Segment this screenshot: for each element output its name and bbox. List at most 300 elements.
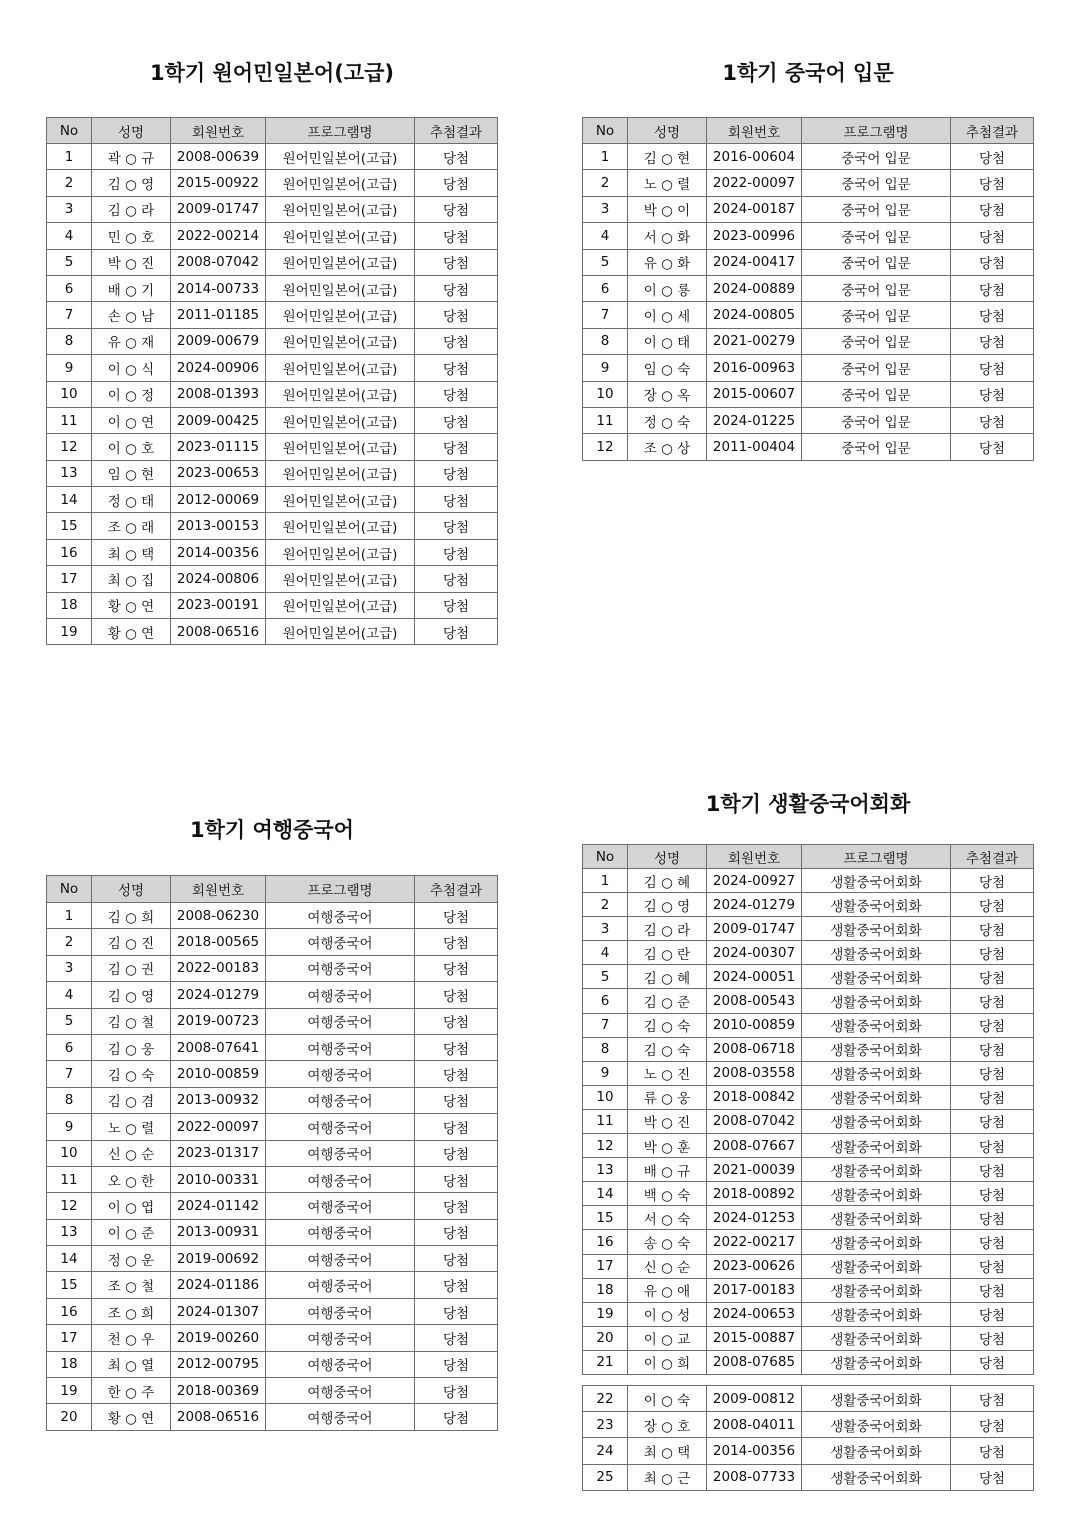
cell-member-id: 2013-00153 xyxy=(171,513,266,539)
cell-result: 당첨 xyxy=(415,328,498,354)
cell-program: 원어민일본어(고급) xyxy=(266,407,415,433)
cell-program: 원어민일본어(고급) xyxy=(266,539,415,565)
cell-name: 배 ○ 규 xyxy=(628,1158,707,1182)
cell-program: 원어민일본어(고급) xyxy=(266,196,415,222)
cell-member-id: 2024-00187 xyxy=(707,196,802,222)
cell-name: 조 ○ 상 xyxy=(628,434,707,460)
cell-program: 생활중국어회화 xyxy=(802,1109,951,1133)
cell-result: 당첨 xyxy=(951,1412,1034,1438)
cell-no: 3 xyxy=(583,917,628,941)
cell-program: 중국어 입문 xyxy=(802,355,951,381)
cell-name: 김 ○ 라 xyxy=(92,196,171,222)
cell-result: 당첨 xyxy=(951,1037,1034,1061)
column-header-no: No xyxy=(47,876,92,903)
table-row xyxy=(47,1272,498,1298)
cell-name: 오 ○ 한 xyxy=(92,1166,171,1192)
cell-result: 당첨 xyxy=(415,513,498,539)
cell-program: 생활중국어회화 xyxy=(802,1013,951,1037)
cell-member-id: 2016-00963 xyxy=(707,355,802,381)
table-row xyxy=(47,249,498,275)
column-header-member-id: 회원번호 xyxy=(707,118,802,144)
table-row xyxy=(583,407,1034,433)
cell-no: 15 xyxy=(47,1272,92,1298)
cell-program: 여행중국어 xyxy=(266,1114,415,1140)
cell-member-id: 2023-00996 xyxy=(707,223,802,249)
table-row xyxy=(47,1246,498,1272)
column-header-name: 성명 xyxy=(92,118,171,144)
table-row xyxy=(583,1464,1034,1490)
cell-no: 16 xyxy=(47,539,92,565)
cell-member-id: 2008-06516 xyxy=(171,1404,266,1430)
cell-result: 당첨 xyxy=(415,144,498,170)
cell-no: 12 xyxy=(47,1193,92,1219)
cell-no: 6 xyxy=(583,989,628,1013)
table-row xyxy=(583,1013,1034,1037)
table-row xyxy=(47,1061,498,1087)
cell-no: 2 xyxy=(47,170,92,196)
cell-program: 여행중국어 xyxy=(266,955,415,981)
cell-member-id: 2008-07042 xyxy=(171,249,266,275)
cell-name: 박 ○ 훈 xyxy=(628,1134,707,1158)
cell-program: 여행중국어 xyxy=(266,1087,415,1113)
table-row xyxy=(583,223,1034,249)
cell-program: 원어민일본어(고급) xyxy=(266,460,415,486)
table-row xyxy=(47,170,498,196)
cell-program: 생활중국어회화 xyxy=(802,1206,951,1230)
cell-result: 당첨 xyxy=(951,1438,1034,1464)
table-row xyxy=(47,328,498,354)
table-row xyxy=(47,302,498,328)
cell-program: 여행중국어 xyxy=(266,1351,415,1377)
cell-no: 2 xyxy=(583,893,628,917)
table-row xyxy=(47,955,498,981)
cell-no: 3 xyxy=(47,196,92,222)
cell-result: 당첨 xyxy=(415,955,498,981)
table-row xyxy=(47,982,498,1008)
cell-name: 조 ○ 래 xyxy=(92,513,171,539)
cell-program: 여행중국어 xyxy=(266,1325,415,1351)
cell-member-id: 2010-00859 xyxy=(171,1061,266,1087)
table-row xyxy=(583,1386,1034,1412)
cell-member-id: 2014-00733 xyxy=(171,275,266,301)
cell-program: 생활중국어회화 xyxy=(802,1037,951,1061)
table-row xyxy=(583,989,1034,1013)
cell-no: 17 xyxy=(583,1254,628,1278)
cell-no: 10 xyxy=(583,1085,628,1109)
cell-name: 김 ○ 준 xyxy=(628,989,707,1013)
cell-result: 당첨 xyxy=(415,355,498,381)
cell-result: 당첨 xyxy=(415,903,498,929)
cell-program: 여행중국어 xyxy=(266,1404,415,1430)
cell-program: 원어민일본어(고급) xyxy=(266,223,415,249)
cell-no: 19 xyxy=(47,619,92,645)
cell-result: 당첨 xyxy=(951,1254,1034,1278)
table-row xyxy=(47,381,498,407)
table-header-row xyxy=(47,876,498,903)
cell-result: 당첨 xyxy=(415,539,498,565)
cell-member-id: 2008-07685 xyxy=(707,1350,802,1374)
column-header-name: 성명 xyxy=(628,118,707,144)
cell-member-id: 2024-00307 xyxy=(707,941,802,965)
table-row xyxy=(47,619,498,645)
cell-member-id: 2023-01317 xyxy=(171,1140,266,1166)
cell-no: 18 xyxy=(583,1278,628,1302)
cell-name: 신 ○ 순 xyxy=(92,1140,171,1166)
cell-no: 5 xyxy=(47,1008,92,1034)
cell-name: 김 ○ 숙 xyxy=(92,1061,171,1087)
cell-no: 17 xyxy=(47,566,92,592)
table-row xyxy=(583,1085,1034,1109)
cell-program: 여행중국어 xyxy=(266,1298,415,1324)
cell-program: 생활중국어회화 xyxy=(802,965,951,989)
cell-name: 배 ○ 기 xyxy=(92,275,171,301)
cell-program: 생활중국어회화 xyxy=(802,989,951,1013)
table-row xyxy=(583,1061,1034,1085)
cell-member-id: 2011-01185 xyxy=(171,302,266,328)
table-row xyxy=(47,1298,498,1324)
cell-name: 민 ○ 호 xyxy=(92,223,171,249)
cell-name: 조 ○ 희 xyxy=(92,1298,171,1324)
column-header-program: 프로그램명 xyxy=(266,876,415,903)
cell-member-id: 2008-00543 xyxy=(707,989,802,1013)
cell-result: 당첨 xyxy=(415,460,498,486)
cell-no: 9 xyxy=(583,1061,628,1085)
table-row xyxy=(583,170,1034,196)
cell-name: 조 ○ 철 xyxy=(92,1272,171,1298)
table-row xyxy=(583,302,1034,328)
cell-name: 최 ○ 집 xyxy=(92,566,171,592)
table-row xyxy=(47,487,498,513)
cell-member-id: 2019-00723 xyxy=(171,1008,266,1034)
cell-name: 박 ○ 이 xyxy=(628,196,707,222)
cell-name: 노 ○ 렬 xyxy=(92,1114,171,1140)
table-header-row xyxy=(583,118,1034,144)
cell-result: 당첨 xyxy=(951,381,1034,407)
cell-program: 여행중국어 xyxy=(266,1061,415,1087)
cell-member-id: 2018-00892 xyxy=(707,1182,802,1206)
cell-member-id: 2016-00604 xyxy=(707,144,802,170)
cell-no: 1 xyxy=(47,903,92,929)
cell-name: 장 ○ 옥 xyxy=(628,381,707,407)
table-row xyxy=(583,1230,1034,1254)
cell-name: 장 ○ 호 xyxy=(628,1412,707,1438)
cell-name: 유 ○ 화 xyxy=(628,249,707,275)
cell-member-id: 2024-00051 xyxy=(707,965,802,989)
cell-no: 19 xyxy=(583,1302,628,1326)
cell-member-id: 2015-00607 xyxy=(707,381,802,407)
cell-program: 생활중국어회화 xyxy=(802,1230,951,1254)
cell-program: 중국어 입문 xyxy=(802,407,951,433)
cell-no: 13 xyxy=(47,1219,92,1245)
cell-no: 13 xyxy=(47,460,92,486)
cell-member-id: 2009-00425 xyxy=(171,407,266,433)
table-row xyxy=(583,1254,1034,1278)
cell-no: 9 xyxy=(47,1114,92,1140)
cell-program: 생활중국어회화 xyxy=(802,1134,951,1158)
cell-name: 이 ○ 엽 xyxy=(92,1193,171,1219)
cell-name: 이 ○ 룡 xyxy=(628,275,707,301)
cell-result: 당첨 xyxy=(951,1326,1034,1350)
cell-program: 원어민일본어(고급) xyxy=(266,144,415,170)
table-row xyxy=(583,1109,1034,1133)
cell-result: 당첨 xyxy=(951,1278,1034,1302)
cell-member-id: 2023-00626 xyxy=(707,1254,802,1278)
table-row xyxy=(47,929,498,955)
cell-program: 여행중국어 xyxy=(266,1193,415,1219)
cell-result: 당첨 xyxy=(415,1219,498,1245)
cell-member-id: 2019-00692 xyxy=(171,1246,266,1272)
cell-name: 백 ○ 숙 xyxy=(628,1182,707,1206)
cell-program: 여행중국어 xyxy=(266,1140,415,1166)
cell-result: 당첨 xyxy=(415,302,498,328)
cell-name: 유 ○ 재 xyxy=(92,328,171,354)
cell-no: 8 xyxy=(583,328,628,354)
table-row xyxy=(47,1114,498,1140)
cell-member-id: 2009-00812 xyxy=(707,1386,802,1412)
cell-name: 송 ○ 숙 xyxy=(628,1230,707,1254)
table-row xyxy=(47,513,498,539)
cell-result: 당첨 xyxy=(415,381,498,407)
cell-no: 20 xyxy=(583,1326,628,1350)
cell-no: 22 xyxy=(583,1386,628,1412)
cell-result: 당첨 xyxy=(951,1158,1034,1182)
cell-program: 중국어 입문 xyxy=(802,144,951,170)
cell-no: 16 xyxy=(47,1298,92,1324)
cell-program: 여행중국어 xyxy=(266,1166,415,1192)
cell-result: 당첨 xyxy=(415,275,498,301)
column-header-no: No xyxy=(583,845,628,869)
cell-member-id: 2008-07667 xyxy=(707,1134,802,1158)
table-row xyxy=(583,1134,1034,1158)
cell-name: 곽 ○ 규 xyxy=(92,144,171,170)
cell-result: 당첨 xyxy=(951,893,1034,917)
cell-name: 김 ○ 겸 xyxy=(92,1087,171,1113)
table-row xyxy=(47,144,498,170)
cell-no: 11 xyxy=(583,1109,628,1133)
cell-no: 19 xyxy=(47,1378,92,1404)
cell-no: 12 xyxy=(583,1134,628,1158)
cell-program: 중국어 입문 xyxy=(802,170,951,196)
cell-program: 여행중국어 xyxy=(266,1378,415,1404)
table-row xyxy=(47,1351,498,1377)
table-row xyxy=(47,1034,498,1060)
cell-program: 생활중국어회화 xyxy=(802,917,951,941)
table-row xyxy=(47,223,498,249)
cell-result: 당첨 xyxy=(415,566,498,592)
cell-member-id: 2021-00039 xyxy=(707,1158,802,1182)
cell-result: 당첨 xyxy=(951,196,1034,222)
cell-result: 당첨 xyxy=(951,1350,1034,1374)
cell-result: 당첨 xyxy=(951,302,1034,328)
cell-result: 당첨 xyxy=(415,1404,498,1430)
cell-result: 당첨 xyxy=(415,249,498,275)
cell-no: 13 xyxy=(583,1158,628,1182)
cell-program: 원어민일본어(고급) xyxy=(266,275,415,301)
cell-no: 4 xyxy=(583,941,628,965)
cell-name: 황 ○ 연 xyxy=(92,592,171,618)
cell-no: 5 xyxy=(583,249,628,275)
cell-program: 중국어 입문 xyxy=(802,249,951,275)
cell-program: 중국어 입문 xyxy=(802,196,951,222)
table-row xyxy=(47,539,498,565)
cell-name: 이 ○ 연 xyxy=(92,407,171,433)
cell-name: 김 ○ 영 xyxy=(92,982,171,1008)
table-japanese-advanced xyxy=(46,117,498,645)
cell-result: 당첨 xyxy=(951,1109,1034,1133)
cell-program: 원어민일본어(고급) xyxy=(266,487,415,513)
column-header-result: 추첨결과 xyxy=(951,118,1034,144)
cell-member-id: 2024-00927 xyxy=(707,869,802,893)
cell-program: 생활중국어회화 xyxy=(802,1254,951,1278)
cell-name: 천 ○ 우 xyxy=(92,1325,171,1351)
cell-no: 11 xyxy=(583,407,628,433)
table-row xyxy=(583,1438,1034,1464)
cell-member-id: 2008-01393 xyxy=(171,381,266,407)
cell-program: 생활중국어회화 xyxy=(802,1412,951,1438)
cell-member-id: 2015-00922 xyxy=(171,170,266,196)
cell-result: 당첨 xyxy=(951,1206,1034,1230)
table-row xyxy=(583,1302,1034,1326)
table-daily-chinese-conversation xyxy=(582,844,1034,1375)
cell-result: 당첨 xyxy=(415,1114,498,1140)
cell-name: 김 ○ 란 xyxy=(628,941,707,965)
cell-no: 6 xyxy=(583,275,628,301)
cell-result: 당첨 xyxy=(415,1298,498,1324)
cell-no: 14 xyxy=(47,1246,92,1272)
cell-result: 당첨 xyxy=(415,1351,498,1377)
cell-program: 원어민일본어(고급) xyxy=(266,170,415,196)
cell-program: 생활중국어회화 xyxy=(802,1464,951,1490)
cell-program: 여행중국어 xyxy=(266,1272,415,1298)
cell-name: 박 ○ 진 xyxy=(92,249,171,275)
cell-name: 김 ○ 영 xyxy=(92,170,171,196)
cell-member-id: 2024-00906 xyxy=(171,355,266,381)
cell-name: 류 ○ 웅 xyxy=(628,1085,707,1109)
cell-no: 14 xyxy=(583,1182,628,1206)
table-row xyxy=(47,460,498,486)
cell-member-id: 2024-01307 xyxy=(171,1298,266,1324)
cell-member-id: 2008-04011 xyxy=(707,1412,802,1438)
cell-no: 9 xyxy=(47,355,92,381)
cell-name: 김 ○ 현 xyxy=(628,144,707,170)
cell-program: 생활중국어회화 xyxy=(802,1061,951,1085)
title-japanese-advanced: 1학기 원어민일본어(고급) xyxy=(150,61,394,85)
title-travel-chinese: 1학기 여행중국어 xyxy=(190,818,354,842)
cell-no: 6 xyxy=(47,1034,92,1060)
cell-no: 8 xyxy=(47,1087,92,1113)
cell-member-id: 2008-06230 xyxy=(171,903,266,929)
cell-result: 당첨 xyxy=(951,144,1034,170)
cell-name: 이 ○ 희 xyxy=(628,1350,707,1374)
table-row xyxy=(583,917,1034,941)
cell-name: 이 ○ 정 xyxy=(92,381,171,407)
cell-name: 이 ○ 성 xyxy=(628,1302,707,1326)
cell-no: 3 xyxy=(583,196,628,222)
table-row xyxy=(47,1087,498,1113)
cell-result: 당첨 xyxy=(951,355,1034,381)
cell-name: 한 ○ 주 xyxy=(92,1378,171,1404)
cell-member-id: 2012-00069 xyxy=(171,487,266,513)
cell-result: 당첨 xyxy=(415,1246,498,1272)
cell-name: 서 ○ 화 xyxy=(628,223,707,249)
cell-result: 당첨 xyxy=(415,1166,498,1192)
cell-program: 원어민일본어(고급) xyxy=(266,566,415,592)
cell-no: 10 xyxy=(583,381,628,407)
cell-program: 생활중국어회화 xyxy=(802,1386,951,1412)
table-row xyxy=(583,355,1034,381)
cell-name: 이 ○ 호 xyxy=(92,434,171,460)
column-header-program: 프로그램명 xyxy=(802,118,951,144)
cell-result: 당첨 xyxy=(951,965,1034,989)
cell-no: 25 xyxy=(583,1464,628,1490)
cell-member-id: 2013-00931 xyxy=(171,1219,266,1245)
cell-member-id: 2023-00653 xyxy=(171,460,266,486)
cell-name: 황 ○ 연 xyxy=(92,619,171,645)
cell-member-id: 2008-00639 xyxy=(171,144,266,170)
cell-member-id: 2024-01186 xyxy=(171,1272,266,1298)
cell-result: 당첨 xyxy=(415,1034,498,1060)
cell-result: 당첨 xyxy=(415,982,498,1008)
cell-no: 18 xyxy=(47,1351,92,1377)
cell-result: 당첨 xyxy=(415,1061,498,1087)
cell-name: 정 ○ 태 xyxy=(92,487,171,513)
cell-member-id: 2024-01253 xyxy=(707,1206,802,1230)
cell-member-id: 2023-01115 xyxy=(171,434,266,460)
cell-no: 1 xyxy=(47,144,92,170)
table-row xyxy=(583,1206,1034,1230)
cell-member-id: 2010-00859 xyxy=(707,1013,802,1037)
table-row xyxy=(47,1219,498,1245)
cell-result: 당첨 xyxy=(951,917,1034,941)
cell-member-id: 2013-00932 xyxy=(171,1087,266,1113)
cell-member-id: 2024-01279 xyxy=(171,982,266,1008)
cell-program: 여행중국어 xyxy=(266,982,415,1008)
cell-no: 16 xyxy=(583,1230,628,1254)
table-row xyxy=(47,903,498,929)
table-row xyxy=(47,1404,498,1430)
cell-no: 15 xyxy=(583,1206,628,1230)
column-header-member-id: 회원번호 xyxy=(171,118,266,144)
column-header-program: 프로그램명 xyxy=(266,118,415,144)
cell-result: 당첨 xyxy=(951,1230,1034,1254)
cell-member-id: 2022-00214 xyxy=(171,223,266,249)
cell-no: 5 xyxy=(583,965,628,989)
cell-program: 중국어 입문 xyxy=(802,328,951,354)
cell-name: 임 ○ 현 xyxy=(92,460,171,486)
title-chinese-intro: 1학기 중국어 입문 xyxy=(722,61,894,85)
cell-result: 당첨 xyxy=(415,196,498,222)
cell-name: 이 ○ 세 xyxy=(628,302,707,328)
cell-member-id: 2024-00806 xyxy=(171,566,266,592)
cell-program: 여행중국어 xyxy=(266,903,415,929)
cell-member-id: 2009-00679 xyxy=(171,328,266,354)
cell-name: 유 ○ 애 xyxy=(628,1278,707,1302)
cell-result: 당첨 xyxy=(415,1325,498,1351)
cell-program: 중국어 입문 xyxy=(802,223,951,249)
table-row xyxy=(583,1182,1034,1206)
cell-name: 김 ○ 진 xyxy=(92,929,171,955)
cell-result: 당첨 xyxy=(951,869,1034,893)
cell-member-id: 2024-00805 xyxy=(707,302,802,328)
table-row xyxy=(583,381,1034,407)
cell-result: 당첨 xyxy=(415,487,498,513)
cell-member-id: 2022-00097 xyxy=(171,1114,266,1140)
table-travel-chinese xyxy=(46,875,498,1431)
cell-program: 생활중국어회화 xyxy=(802,893,951,917)
cell-result: 당첨 xyxy=(415,1140,498,1166)
table-row xyxy=(47,434,498,460)
cell-member-id: 2009-01747 xyxy=(171,196,266,222)
